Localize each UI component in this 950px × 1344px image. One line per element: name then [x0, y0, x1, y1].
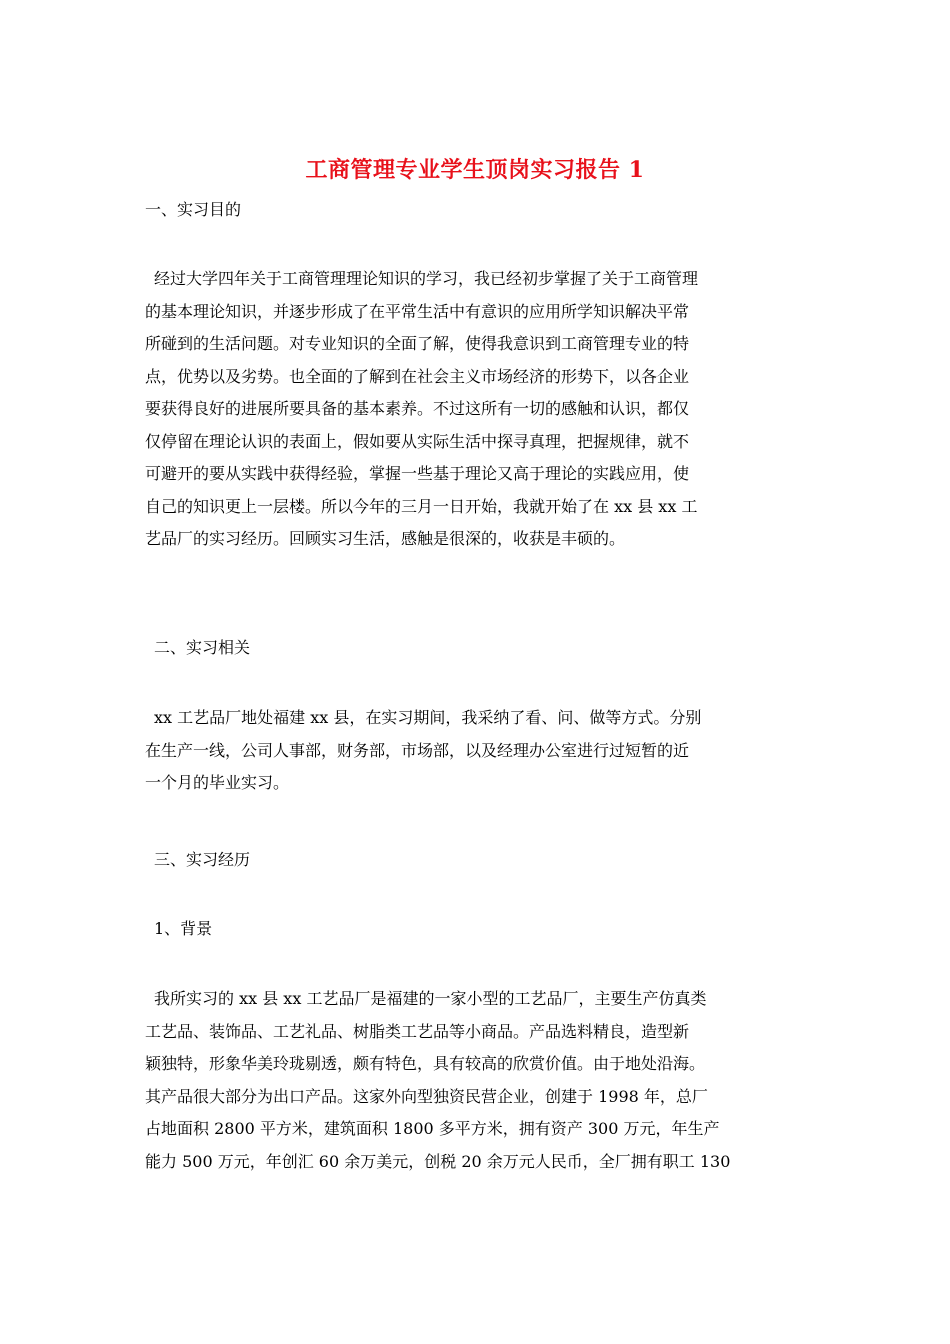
paragraph-line: 一个月的毕业实习。 — [145, 773, 290, 792]
paragraph-line: 自己的知识更上一层楼。所以今年的三月一日开始，我就开始了在 xx 县 xx 工 — [145, 496, 698, 516]
section-heading-experience: 三、实习经历 — [154, 850, 251, 869]
section-heading-related: 二、实习相关 — [154, 638, 251, 657]
paragraph-line: xx 工艺品厂地处福建 xx 县，在实习期间，我采纳了看、问、做等方式。分别 — [154, 708, 702, 727]
paragraph-line: 能力 500 万元，年创汇 60 余万美元，创税 20 余万元人民币，全厂拥有职工 130 — [145, 1151, 731, 1171]
document-title: 工商管理专业学生顶岗实习报告 1 — [305, 157, 645, 183]
paragraph-line: 颖独特，形象华美玲珑剔透，颇有特色，具有较高的欣赏价值。由于地处沿海。 — [145, 1054, 706, 1073]
subsection-paragraph-background — [145, 983, 809, 1178]
paragraph-line: 工艺品、装饰品、工艺礼品、树脂类工艺品等小商品。产品选料精良，造型新 — [145, 1021, 690, 1041]
paragraph-line: 可避开的要从实践中获得经验，掌握一些基于理论又高于理论的实践应用，使 — [145, 464, 690, 483]
paragraph-line: 点，优势以及劣势。也全面的了解到在社会主义市场经济的形势下，以各企业 — [145, 366, 690, 386]
paragraph-line: 要获得良好的进展所要具备的基本素养。不过这所有一切的感触和认识，都仅 — [145, 399, 690, 418]
paragraph-line: 在生产一线，公司人事部，财务部，市场部，以及经理办公室进行过短暂的近 — [145, 740, 690, 760]
paragraph-line: 所碰到的生活问题。对专业知识的全面了解，使得我意识到工商管理专业的特 — [145, 334, 690, 353]
section-paragraph-purpose — [145, 263, 809, 556]
section-paragraph-related — [145, 702, 809, 800]
paragraph-line: 其产品很大部分为出口产品。这家外向型独资民营企业，创建于 1998 年，总厂 — [145, 1086, 708, 1106]
paragraph-line: 的基本理论知识，并逐步形成了在平常生活中有意识的应用所学知识解决平常 — [145, 301, 690, 321]
paragraph-line: 占地面积 2800 平方米，建筑面积 1800 多平方米，拥有资产 300 万元，年生产 — [145, 1119, 720, 1138]
paragraph-line: 艺品厂的实习经历。回顾实习生活，感触是很深的，收获是丰硕的。 — [145, 529, 626, 548]
paragraph-line: 仅停留在理论认识的表面上，假如要从实际生活中探寻真理，把握规律，就不 — [145, 431, 690, 451]
paragraph-line: 我所实习的 xx 县 xx 工艺品厂是福建的一家小型的工艺品厂，主要生产仿真类 — [154, 989, 707, 1008]
paragraph-line: 经过大学四年关于工商管理理论知识的学习，我已经初步掌握了关于工商管理 — [154, 269, 699, 288]
subsection-heading-background: 1、背景 — [154, 919, 213, 938]
section-heading-purpose: 一、实习目的 — [145, 200, 242, 219]
